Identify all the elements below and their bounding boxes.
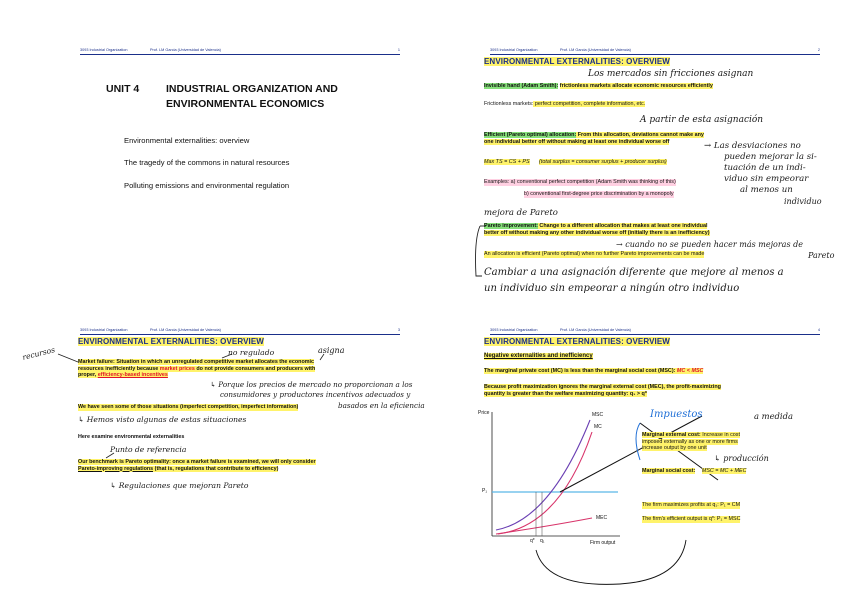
invisible-hand-text: frictionless markets allocate economic resources efficiently	[559, 83, 713, 89]
subtitle-negative-externalities: Negative externalities and inefficiency	[484, 353, 593, 359]
example-b: b) conventional first-degree price discrimination by a monopoly	[524, 191, 674, 197]
handwritten-note: mejora de Pareto	[484, 208, 558, 218]
term-market-failure: Market failure:	[78, 359, 115, 365]
handwritten-note: no regulado	[228, 348, 275, 357]
term-pareto-improvement: Pareto improvement:	[484, 223, 538, 229]
ts-definition: (total surplus = consumer surplus + producer surplus)	[539, 159, 667, 165]
handwritten-note: Cambiar a una asignación diferente que mejore al menos a	[484, 267, 784, 278]
handwritten-note: Los mercados sin fricciones asignan	[588, 69, 754, 79]
market-failure	[78, 359, 315, 379]
handwritten-note: ↳ Porque los precios de mercado no proporcionan a los	[210, 380, 413, 389]
pareto-improvement	[484, 223, 710, 236]
label-msc: MSC	[592, 412, 604, 418]
author-label: Prof. LM Garcia (Universidad de Valencia)	[560, 328, 631, 332]
handwritten-note: un individuo sin empeorar a ningún otro individuo	[484, 283, 740, 294]
example-a: Examples: a) conventional perfect competition (Adam Smith was thinking of this)	[484, 179, 676, 185]
slide-title: ENVIRONMENTAL EXTERNALITIES: OVERVIEW	[78, 337, 264, 346]
page-number: 1	[397, 48, 400, 52]
msc-curve	[496, 420, 590, 530]
slide-header	[80, 328, 400, 335]
market-failure-text-4: proper,	[78, 372, 98, 379]
handwritten-note: Pareto	[808, 251, 835, 260]
handwritten-note: al menos un	[740, 185, 793, 195]
pareto-optimal: An allocation is efficient (Pareto optimal) when no further Pareto improvements can be made	[484, 251, 705, 257]
mpc-text: The marginal private cost (MC) is less than the marginal social cost (MSC):	[484, 368, 677, 374]
frictionless-text: perfect competition, complete information, etc.	[533, 101, 646, 107]
mc-less-msc: MC < MSC	[676, 368, 704, 374]
market-prices: market prices	[159, 365, 195, 372]
handwritten-note: Punto de referencia	[110, 445, 187, 454]
efficient-allocation	[484, 132, 704, 145]
axis-label-output: Firm output	[590, 540, 616, 546]
mec-text-1: Increase in cost	[700, 432, 740, 438]
slide-1	[20, 40, 420, 320]
handwritten-note: pueden mejorar la si-	[724, 152, 817, 162]
market-failure-text-3: do not provide consumers and producers with	[194, 365, 316, 372]
pareto-text-2: better off without making any other individual worse off (initially there is an inefficiency)	[484, 229, 710, 236]
efficient-text-2: one individual better off without making at least one individual worse off	[484, 138, 670, 145]
term-invisible-hand: Invisible hand (Adam Smith):	[484, 83, 559, 89]
market-failure-text-2: resources inefficiently because	[78, 365, 160, 372]
handwritten-note: ↳ Regulaciones que mejoran Pareto	[110, 481, 249, 490]
handwritten-note: A partir de esta asignación	[640, 115, 764, 125]
mec-curve	[496, 518, 592, 534]
handwritten-note: ↳ producción	[714, 454, 769, 463]
term-msc: Marginal social cost:	[642, 468, 696, 474]
author-label: Prof. LM Garcia (Universidad de Valencia)	[560, 48, 631, 52]
label-q1: q₁	[540, 538, 545, 544]
slide-header	[80, 48, 400, 55]
author-label: Prof. LM Garcia (Universidad de Valencia)	[150, 328, 221, 332]
slide-2	[440, 40, 840, 320]
axis-label-price: Price	[478, 410, 490, 416]
efficient-text-1: From this allocation, deviations cannot make any	[576, 132, 704, 138]
page-number: 4	[817, 328, 820, 332]
label-mec: MEC	[596, 515, 608, 521]
slide-header	[490, 48, 820, 55]
mpc-line	[484, 368, 703, 375]
mc-curve	[498, 432, 592, 534]
unit-title-line1: INDUSTRIAL ORGANIZATION AND	[166, 83, 338, 95]
efficiency-incentives: efficiency-based incentives	[97, 372, 168, 379]
unit-number: UNIT 4	[106, 83, 140, 95]
mec-text-2: imposed externally as one or more firms	[642, 438, 738, 445]
profit-max-text-2: quantity is greater than the welfare maximizing quantity: q₁ > q*	[484, 390, 647, 397]
market-failure-text-1: Situation in which an unregulated competitive market allocates the economic	[114, 359, 315, 365]
term-frictionless: Frictionless markets:	[484, 101, 534, 107]
annotation-arrow	[636, 423, 640, 460]
msc-formula: MSC = MC + MEC	[701, 468, 747, 474]
handwritten-note: → Las desviaciones no	[704, 141, 801, 151]
slide-header	[490, 328, 820, 335]
handwritten-note: individuo	[784, 197, 822, 206]
handwritten-note: viduo sin empeorar	[724, 174, 809, 184]
slide-title: ENVIRONMENTAL EXTERNALITIES: OVERVIEW	[484, 337, 670, 346]
firm-max-profit: The firm maximizes profits at q₁: P₁ = CM	[642, 502, 741, 508]
label-p1: P₁	[482, 488, 488, 494]
unit-title-line2: ENVIRONMENTAL ECONOMICS	[166, 98, 325, 110]
benchmark-text-2: (that is, regulations that contribute to efficiency)	[153, 465, 279, 472]
page-number: 2	[817, 48, 820, 52]
label-qstar: q*	[530, 538, 535, 544]
annotation-arrow	[560, 416, 702, 492]
seen-situations: We have seen some of those situations (imperfect competition, imperfect information)	[78, 404, 299, 410]
term-mec: Marginal external cost:	[642, 432, 701, 438]
handwritten-note: → cuando no se pueden hacer más mejoras de	[616, 240, 803, 249]
invisible-hand	[484, 83, 713, 90]
mec-definition	[642, 432, 740, 452]
course-label: 3093 Industrial Organization	[80, 328, 128, 332]
max-ts: Max TS = CS + PS	[484, 159, 530, 165]
course-label: 3093 Industrial Organization	[490, 48, 538, 52]
slide-4	[440, 320, 840, 600]
profit-max	[484, 384, 721, 397]
term-efficient: Efficient (Pareto optimal) allocation:	[484, 132, 577, 138]
externality-graph	[440, 320, 840, 600]
annotation-arrow	[536, 540, 686, 584]
label-mc: MC	[594, 424, 602, 430]
slide-3	[20, 320, 425, 600]
course-label: 3093 Industrial Organization	[490, 328, 538, 332]
pareto-text-1: Change to a different allocation that makes at least one individual	[537, 223, 708, 229]
handwritten-note: recursos	[21, 345, 56, 362]
total-surplus	[484, 159, 667, 166]
topic-item: The tragedy of the commons in natural resources	[124, 158, 290, 167]
mec-text-3: increase output by one unit	[642, 445, 707, 452]
frictionless-markets	[484, 101, 645, 108]
handwritten-note: consumidores y productores incentivos adecuados y	[220, 390, 411, 399]
handwritten-note: ↳ Hemos visto algunas de estas situaciones	[78, 415, 247, 424]
here-examine: Here examine environmental externalities	[78, 434, 185, 440]
author-label: Prof. LM Garcia (Universidad de Valencia)	[150, 48, 221, 52]
topic-item: Polluting emissions and environmental regulation	[124, 181, 290, 190]
handwritten-note: tuación de un indi-	[724, 163, 806, 173]
handwritten-note: asigna	[318, 346, 345, 355]
firm-efficient-output: The firm's efficient output is q*: P₁ = MSC	[642, 516, 741, 522]
handwritten-note: Impuestos	[650, 409, 703, 420]
benchmark	[78, 459, 316, 472]
course-label: 3093 Industrial Organization	[80, 48, 128, 52]
benchmark-text-1: Our benchmark is Pareto optimality: once a market failure is examined, we will only consider	[78, 459, 316, 465]
pareto-regulations: Pareto-improving regulations	[78, 465, 154, 472]
profit-max-text-1: Because profit maximization ignores the marginal external cost (MEC), the profit-maximizing	[484, 384, 721, 390]
slide-title: ENVIRONMENTAL EXTERNALITIES: OVERVIEW	[484, 57, 670, 66]
msc-definition	[642, 468, 746, 475]
handwritten-note: a medida	[754, 411, 793, 421]
topic-item: Environmental externalities: overview	[124, 136, 250, 145]
page-number: 3	[397, 328, 400, 332]
handwritten-note: basados en la eficiencia	[338, 401, 425, 410]
